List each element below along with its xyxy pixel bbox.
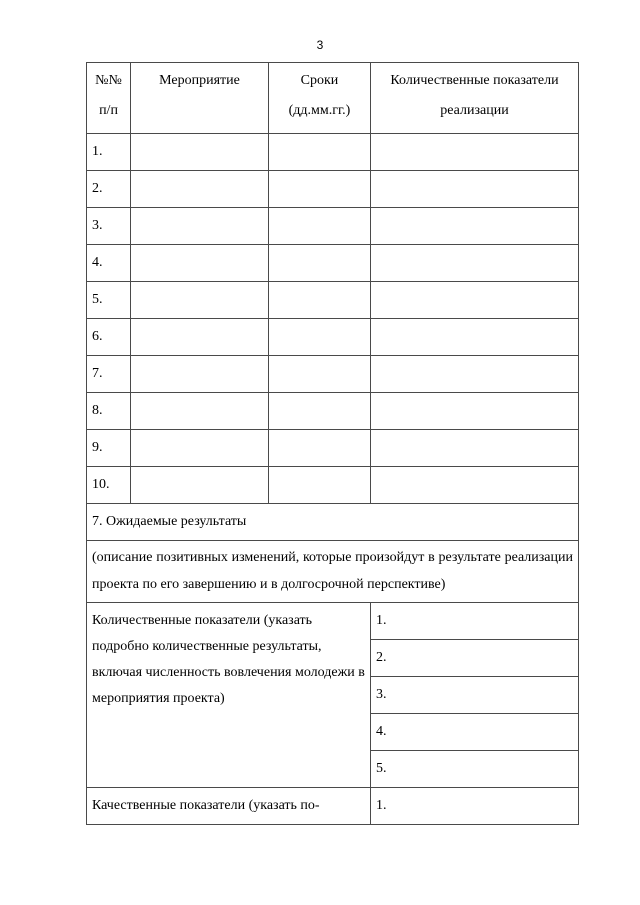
event-cell[interactable] <box>131 282 269 319</box>
table-row <box>87 282 579 319</box>
event-cell[interactable] <box>131 393 269 430</box>
row-number: 3. <box>87 208 131 245</box>
project-plan-table <box>86 62 579 825</box>
dates-cell[interactable] <box>269 356 371 393</box>
table-header-row <box>87 63 579 134</box>
indicators-cell[interactable] <box>371 356 579 393</box>
indicators-cell[interactable] <box>371 319 579 356</box>
header-dates-line-1: Сроки <box>300 73 339 88</box>
event-cell[interactable] <box>131 208 269 245</box>
dates-cell[interactable] <box>269 171 371 208</box>
quantitative-indicators-label: Количественные показатели (указать подробно количественные результаты, включая численность вовлечения молодежи в мероприятия проекта) <box>87 603 371 788</box>
dates-cell[interactable] <box>269 134 371 171</box>
dates-cell[interactable] <box>269 319 371 356</box>
table-row <box>87 319 579 356</box>
indicators-cell[interactable] <box>371 430 579 467</box>
row-number: 5. <box>87 282 131 319</box>
indicators-cell[interactable] <box>371 393 579 430</box>
table-row <box>87 430 579 467</box>
header-indicators-line-1: Количественные показатели <box>390 73 559 88</box>
table-row <box>87 208 579 245</box>
qualitative-row <box>87 788 579 825</box>
row-number: 4. <box>87 245 131 282</box>
row-number: 9. <box>87 430 131 467</box>
quantitative-item[interactable]: 2. <box>371 640 579 677</box>
header-event <box>131 63 269 134</box>
indicators-cell[interactable] <box>371 208 579 245</box>
expected-results-description-row <box>87 541 579 603</box>
indicators-cell[interactable] <box>371 245 579 282</box>
event-cell[interactable] <box>131 171 269 208</box>
row-number: 10. <box>87 467 131 504</box>
dates-cell[interactable] <box>269 393 371 430</box>
event-cell[interactable] <box>131 430 269 467</box>
indicators-cell[interactable] <box>371 467 579 504</box>
row-number: 7. <box>87 356 131 393</box>
header-dates <box>269 63 371 134</box>
header-indicators <box>371 63 579 134</box>
quantitative-item[interactable]: 3. <box>371 677 579 714</box>
header-number-line-2: п/п <box>99 103 118 118</box>
dates-cell[interactable] <box>269 245 371 282</box>
row-number: 2. <box>87 171 131 208</box>
event-cell[interactable] <box>131 134 269 171</box>
row-number: 8. <box>87 393 131 430</box>
row-number: 6. <box>87 319 131 356</box>
header-number <box>87 63 131 134</box>
dates-cell[interactable] <box>269 282 371 319</box>
event-cell[interactable] <box>131 467 269 504</box>
qualitative-item[interactable]: 1. <box>371 788 579 825</box>
qualitative-indicators-label: Качественные показатели (указать по- <box>87 788 371 825</box>
indicators-cell[interactable] <box>371 171 579 208</box>
quantitative-item[interactable]: 5. <box>371 751 579 788</box>
table-row <box>87 171 579 208</box>
header-number-line-1: №№ <box>95 73 122 88</box>
header-indicators-line-2: реализации <box>440 103 509 118</box>
expected-results-description: (описание позитивных изменений, которые произойдут в результате реализации проекта по его завершению и в долгосрочной перспективе) <box>87 541 579 603</box>
event-cell[interactable] <box>131 356 269 393</box>
header-dates-line-2: (дд.мм.гг.) <box>288 103 351 118</box>
indicators-cell[interactable] <box>371 282 579 319</box>
row-number: 1. <box>87 134 131 171</box>
quantitative-item[interactable]: 4. <box>371 714 579 751</box>
table-row <box>87 393 579 430</box>
event-cell[interactable] <box>131 245 269 282</box>
indicators-cell[interactable] <box>371 134 579 171</box>
header-event-label: Мероприятие <box>159 73 240 88</box>
dates-cell[interactable] <box>269 467 371 504</box>
page-number: 3 <box>316 38 324 52</box>
table-row <box>87 356 579 393</box>
table-row <box>87 245 579 282</box>
event-cell[interactable] <box>131 319 269 356</box>
table-row <box>87 467 579 504</box>
quantitative-item[interactable]: 1. <box>371 603 579 640</box>
table-row <box>87 134 579 171</box>
expected-results-heading: 7. Ожидаемые результаты <box>87 504 579 541</box>
expected-results-heading-row <box>87 504 579 541</box>
dates-cell[interactable] <box>269 430 371 467</box>
quantitative-row <box>87 603 579 640</box>
dates-cell[interactable] <box>269 208 371 245</box>
